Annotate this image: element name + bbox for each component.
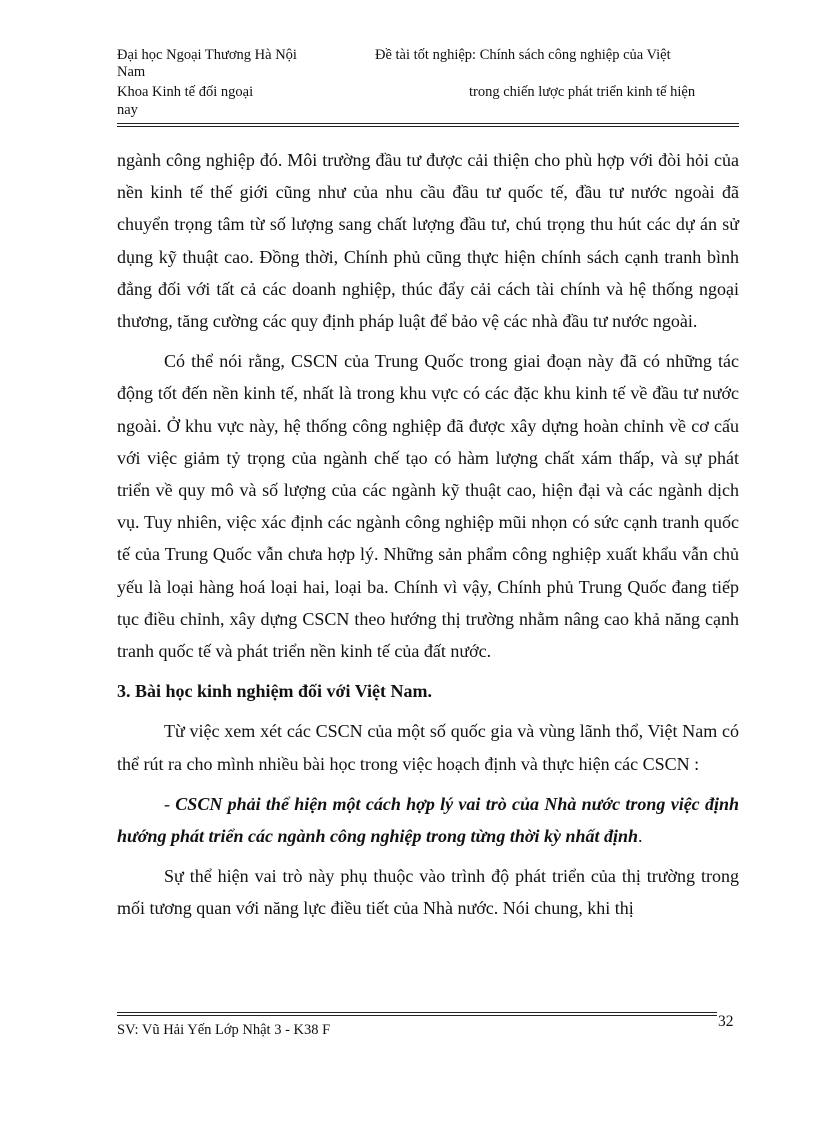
header-faculty-wrap: nay xyxy=(117,102,138,118)
header-divider xyxy=(117,123,739,127)
header-thesis-title-2: trong chiến lược phát triển kinh tế hiện xyxy=(469,84,696,100)
paragraph-4-prefix: - xyxy=(164,793,176,814)
header-faculty: Khoa Kinh tế đối ngoại xyxy=(117,84,254,100)
header-university: Đại học Ngoại Thương Hà Nội xyxy=(117,47,297,63)
paragraph-4 xyxy=(117,788,739,852)
footer-student-info: SV: Vũ Hải Yến Lớp Nhật 3 - K38 F xyxy=(117,1022,331,1038)
section-heading: 3. Bài học kinh nghiệm đối với Việt Nam. xyxy=(117,681,433,702)
paragraph-3: Từ việc xem xét các CSCN của một số quốc gia và vùng lãnh thổ, Việt Nam có thể rút ra cho mình nhiều bài học trong việc hoạch định và thực hiện các CSCN : xyxy=(117,721,739,774)
page-header xyxy=(117,47,737,123)
header-thesis-title-1: Đề tài tốt nghiệp: Chính sách công nghiệp của Việt xyxy=(375,47,671,63)
paragraph-2: Có thể nói rằng, CSCN của Trung Quốc trong giai đoạn này đã có những tác động tốt đến nền kinh tế, nhất là trong khu vực có các đặc khu kinh tế về đầu tư nước ngoài. Ở khu vực này, hệ thống công nghiệp đã được xây dựng hoàn chỉnh về cơ cấu với việc giảm tỷ trọng của ngành chế tạo có hàm lượng chất xám thấp, và sự phát triển về quy mô và số lượng của các ngành kỹ thuật cao, hiện đại và các ngành dịch vụ. Tuy nhiên, việc xác định các ngành công nghiệp mũi nhọn có sức cạnh tranh quốc tế của Trung Quốc vẫn chưa hợp lý. Những sản phẩm công nghiệp xuất khẩu vẫn chủ yếu là loại hàng hoá loại hai, loại ba. Chính vì vậy, Chính phủ Trung Quốc đang tiếp tục điều chỉnh, xây dựng CSCN theo hướng thị trường nhằm nâng cao khả năng cạnh tranh quốc tế và phát triển nền kinh tế của đất nước. xyxy=(117,351,739,662)
paragraph-4-suffix: . xyxy=(638,826,643,847)
paragraph-1: ngành công nghiệp đó. Môi trường đầu tư được cải thiện cho phù hợp với đòi hỏi của nền kinh tế thế giới cũng như của nhu cầu đầu tư quốc tế, đầu tư nước ngoài đã chuyển trọng tâm từ số lượng sang chất lượng đầu tư, chú trọng thu hút các dự án sử dụng kỹ thuật cao. Đồng thời, Chính phủ cũng thực hiện chính sách cạnh tranh bình đẳng đối với tất cả các doanh nghiệp, thúc đẩy cải cách tài chính và hệ thống ngoại thương, tăng cường các quy định pháp luật để bảo vệ các nhà đầu tư nước ngoài. xyxy=(117,150,739,332)
page-number: 32 xyxy=(718,1013,734,1030)
paragraph-4-emphasis: CSCN phải thể hiện một cách hợp lý vai trò của Nhà nước trong việc định hướng phát triển các ngành công nghiệp trong từng thời kỳ nhất định xyxy=(117,793,739,847)
header-university-wrap: Nam xyxy=(117,64,146,80)
footer-divider xyxy=(117,1012,717,1016)
paragraph-5: Sự thể hiện vai trò này phụ thuộc vào trình độ phát triển của thị trường trong mối tương quan với năng lực điều tiết của Nhà nước. Nói chung, khi thị xyxy=(117,866,739,919)
document-body xyxy=(117,144,739,925)
